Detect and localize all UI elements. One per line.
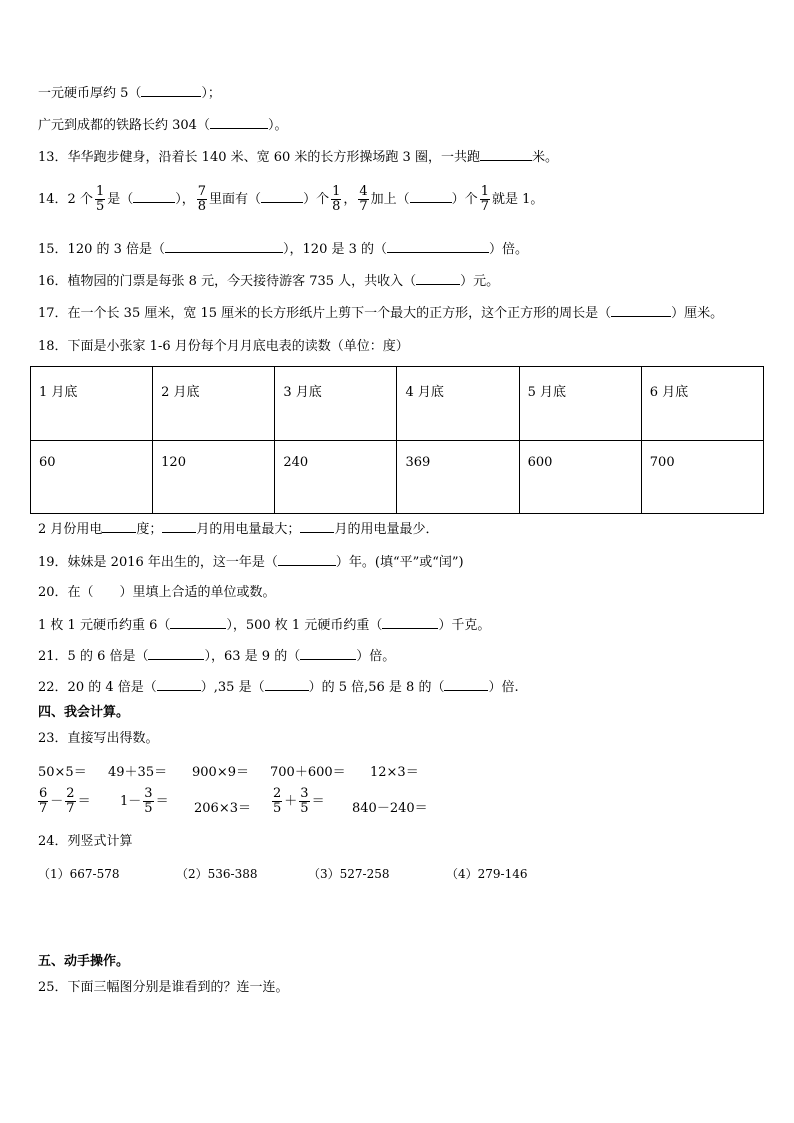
table-header-cell: 4 月底 [397,367,519,441]
text: （2）536-388 [176,867,258,881]
calc-item [192,761,249,780]
text: ）千克。 [438,618,491,633]
text: ＝ [77,794,91,809]
text: 206×3＝ [194,801,251,816]
question-17 [38,304,723,323]
answer-blank[interactable] [300,647,356,660]
numerator: 2 [66,786,75,801]
numerator: 3 [300,786,309,801]
text: ， [343,192,357,207]
text: ）,35 是（ [200,680,265,695]
answer-blank[interactable] [210,116,268,129]
question-21 [38,647,395,666]
text: 是（ [107,192,134,207]
coin-thickness-line [38,84,221,103]
text: 23．直接写出得数。 [38,731,159,746]
question-18 [38,338,409,356]
answer-blank[interactable] [157,678,201,691]
calc-item [108,761,167,780]
vertical-calc-item [176,865,258,882]
text: ）， [175,192,195,207]
fraction [65,787,75,816]
fraction [272,787,282,816]
text: 1－ [120,794,142,809]
text: 20．在（ ）里填上合适的单位或数。 [38,585,276,600]
question-13 [38,148,558,167]
text: 19．妹妹是 2016 年出生的，这一年是（ [38,555,278,570]
table-header-cell: 3 月底 [275,367,397,441]
numerator: 6 [39,786,48,801]
text: 25．下面三幅图分别是谁看到的？连一连。 [38,980,289,995]
fraction [299,787,309,816]
denominator: 7 [66,801,75,816]
denominator: 7 [480,199,489,214]
text: ）倍。 [489,242,529,257]
fraction [38,787,48,816]
text: 月的用电量最少． [334,522,439,537]
answer-blank[interactable] [278,553,336,566]
table-cell: 240 [275,440,397,514]
question-23 [38,730,159,748]
text: 22．20 的 4 倍是（ [38,680,157,695]
fraction [480,185,490,214]
text: ＝ [311,794,325,809]
answer-blank[interactable] [387,240,489,253]
text: ＋ [284,794,298,809]
question-24 [38,833,133,851]
text: 14．2 个 [38,192,93,207]
answer-blank[interactable] [162,520,196,533]
question-19 [38,553,464,572]
text: 里面有（ [209,192,262,207]
denominator: 7 [359,199,368,214]
text: ），63 是 9 的（ [204,649,301,664]
text: 四、我会计算。 [38,705,130,720]
text: 24．列竖式计算 [38,834,133,849]
railway-length-line [38,116,287,135]
answer-blank[interactable] [416,272,460,285]
text: 21．5 的 6 倍是（ [38,649,149,664]
answer-blank[interactable] [265,678,309,691]
section-4-heading [38,704,129,722]
calc-item [38,761,87,780]
text: 49＋35＝ [108,765,168,780]
table-cell: 700 [641,440,763,514]
text: 12×3＝ [370,765,419,780]
text: ）个 [451,192,478,207]
table-cell: 60 [31,440,153,514]
numerator: 3 [144,786,153,801]
meter-readings-table [30,366,764,514]
text: ）厘米。 [671,306,724,321]
denominator: 5 [273,801,282,816]
text: 18．下面是小张家 1-6 月份每个月月底电表的读数（单位：度） [38,339,409,354]
table-header-cell: 1 月底 [31,367,153,441]
text: ），500 枚 1 元硬币约重（ [226,618,383,633]
calc-item [270,787,325,816]
table-cell: 600 [519,440,641,514]
text: 13．华华跑步健身，沿着长 140 米、宽 60 米的长方形操场跑 3 圈，一共跑 [38,150,480,165]
text: ）的 5 倍,56 是 8 的（ [308,680,445,695]
table-row [31,440,764,514]
calc-item [36,787,91,816]
text: ）倍。 [356,649,396,664]
answer-blank[interactable] [133,190,175,203]
answer-blank[interactable] [165,240,283,253]
denominator: 8 [332,199,341,214]
calc-item [352,797,428,816]
question-15 [38,240,528,259]
text: ）； [201,86,221,101]
text: 15．120 的 3 倍是（ [38,242,166,257]
numerator: 1 [332,184,341,199]
denominator: 7 [39,801,48,816]
fraction [143,787,153,816]
vertical-calc-item [38,865,120,882]
calc-item [120,787,169,816]
text: （4）279-146 [446,867,528,881]
answer-blank[interactable] [382,616,438,629]
vertical-calc-item [446,865,528,882]
fraction [358,185,368,214]
text: ）元。 [460,274,500,289]
denominator: 5 [144,801,153,816]
text: ）个 [303,192,330,207]
text: 50×5＝ [38,765,87,780]
text: 米。 [531,150,558,165]
text: 一元硬币厚约 5（ [38,86,142,101]
calc-item [270,761,346,780]
calc-item [194,797,251,816]
text: － [50,794,64,809]
table-header-cell: 6 月底 [641,367,763,441]
answer-blank[interactable] [148,647,204,660]
text: 就是 1。 [491,192,544,207]
text: 900×9＝ [192,765,249,780]
answer-blank[interactable] [170,616,226,629]
denominator: 8 [197,199,207,214]
table-header-cell: 5 月底 [519,367,641,441]
section-5-heading [38,953,129,971]
question-16 [38,272,499,291]
denominator: 5 [95,199,105,214]
question-20 [38,584,276,602]
answer-blank[interactable] [444,678,488,691]
question-14 [38,184,543,216]
table-row [31,367,764,441]
text: ）。 [267,118,288,133]
answer-blank[interactable] [261,190,303,203]
text: 840－240＝ [352,801,428,816]
table-cell: 369 [397,440,519,514]
text: ＝ [155,794,169,809]
text: 2 月份用电 [38,522,103,537]
numerator: 4 [359,184,368,199]
numerator: 2 [273,786,282,801]
text: 月的用电量最大； [196,522,301,537]
vertical-calc-item [308,865,390,882]
numerator: 7 [197,184,207,199]
fraction [197,185,207,214]
denominator: 5 [300,801,309,816]
text: ）年。(填“平”或“闰”) [335,555,464,570]
fraction [331,185,341,214]
answer-blank[interactable] [300,520,334,533]
question-22 [38,678,519,697]
text: ）倍. [488,680,519,695]
answer-blank[interactable] [102,520,136,533]
text: 16．植物园的门票是每张 8 元，今天接待游客 735 人，共收入（ [38,274,417,289]
text: （1）667-578 [38,867,120,881]
text: 700＋600＝ [270,765,346,780]
answer-blank[interactable] [410,190,452,203]
question-20-sub [38,616,490,635]
calc-item [370,761,419,780]
text: 五、动手操作。 [38,954,130,969]
numerator: 1 [480,184,489,199]
text: ），120 是 3 的（ [283,242,388,257]
text: 广元到成都的铁路长约 304（ [38,118,210,133]
text: （3）527-258 [308,867,390,881]
answer-blank[interactable] [141,84,201,97]
numerator: 1 [95,184,105,199]
fraction [95,185,105,214]
text: 度； [136,522,163,537]
text: 1 枚 1 元硬币约重 6（ [38,618,171,633]
table-cell: 120 [153,440,275,514]
question-18-answers [38,520,438,539]
answer-blank[interactable] [611,304,671,317]
answer-blank[interactable] [480,148,532,161]
text: 加上（ [370,192,410,207]
question-25 [38,979,289,997]
table-header-cell: 2 月底 [153,367,275,441]
text: 17．在一个长 35 厘米，宽 15 厘米的长方形纸片上剪下一个最大的正方形，这个正方形的周长是（ [38,306,612,321]
